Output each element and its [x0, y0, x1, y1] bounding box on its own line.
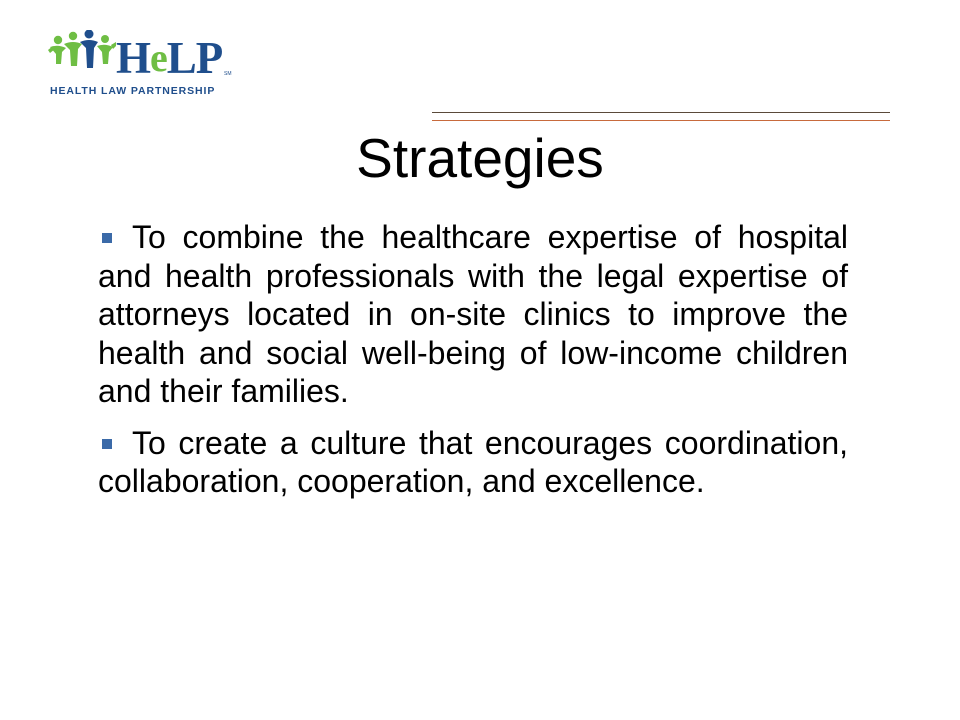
logo-trademark: SM — [224, 71, 232, 77]
logo-wordmark-e: e — [150, 35, 167, 80]
bullet-item — [98, 424, 848, 501]
logo-tagline: HEALTH LAW PARTNERSHIP — [50, 85, 216, 97]
header-divider-top — [432, 112, 890, 113]
header-divider-bottom — [432, 120, 890, 121]
bullet-item — [98, 218, 848, 411]
bullet-text: To create a culture that encourages coordination, collaboration, cooperation, and excellence. — [98, 424, 848, 499]
slide-title: Strategies — [356, 127, 604, 189]
square-bullet-icon — [102, 439, 112, 449]
help-logo — [48, 30, 248, 100]
bullet-list — [98, 218, 848, 514]
people-figures-icon — [48, 30, 116, 78]
logo-wordmark-h: H — [116, 33, 151, 83]
square-bullet-icon — [102, 233, 112, 243]
logo-wordmark — [116, 33, 223, 83]
bullet-text: To combine the healthcare expertise of hospital and health professionals with the legal expertise of attorneys located in on-site clinics to improve the health and social well-being of low-income children and their families. — [98, 219, 848, 409]
logo-wordmark-lp: LP — [166, 33, 223, 83]
